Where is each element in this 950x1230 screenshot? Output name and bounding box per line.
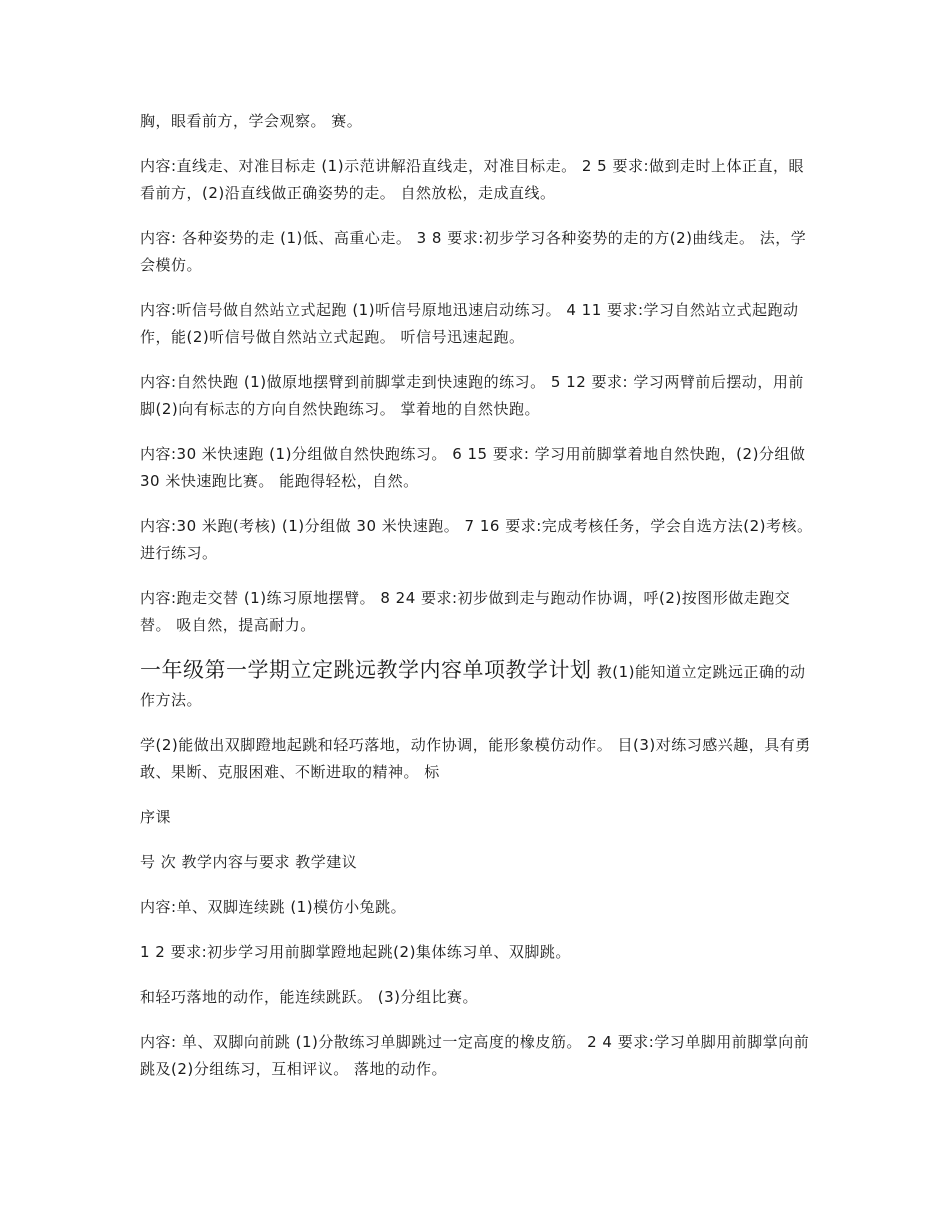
section-heading-continuation: 教(1)能知道立定跳远正确的动作方法。 xyxy=(140,663,806,709)
paragraph: 内容: 单、双脚向前跳 (1)分散练习单脚跳过一定高度的橡皮筋。 2 4 要求:学习单脚用前脚掌向前跳及(2)分组练习，互相评议。 落地的动作。 xyxy=(140,1033,810,1078)
paragraph: 内容:自然快跑 (1)做原地摆臂到前脚掌走到快速跑的练习。 5 12 要求: 学习两臂前后摆动，用前脚(2)向有标志的方向自然快跑练习。 掌着地的自然快跑。 xyxy=(140,373,804,418)
paragraph: 内容:30 米跑(考核) (1)分组做 30 米快速跑。 7 16 要求:完成考核任务，学会自选方法(2)考核。 进行练习。 xyxy=(140,517,813,562)
paragraph: 内容:30 米快速跑 (1)分组做自然快跑练习。 6 15 要求: 学习用前脚掌着地自然快跑，(2)分组做 30 米快速跑比赛。 能跑得轻松，自然。 xyxy=(140,445,806,490)
section-heading-line xyxy=(140,657,815,714)
paragraph: 胸，眼看前方，学会观察。 赛。 xyxy=(140,112,363,130)
paragraph: 序课 xyxy=(140,808,172,826)
paragraph: 内容:跑走交替 (1)练习原地摆臂。 8 24 要求:初步做到走与跑动作协调，呼(2)按图形做走跑交替。 吸自然，提高耐力。 xyxy=(140,589,791,634)
paragraph: 内容:听信号做自然站立式起跑 (1)听信号原地迅速启动练习。 4 11 要求:学习自然站立式起跑动作，能(2)听信号做自然站立式起跑。 听信号迅速起跑。 xyxy=(140,301,799,346)
paragraph: 内容:直线走、对准目标走 (1)示范讲解沿直线走，对准目标走。 2 5 要求:做到走时上体正直，眼看前方，(2)沿直线做正确姿势的走。 自然放松，走成直线。 xyxy=(140,157,805,202)
paragraph: 号 次 教学内容与要求 教学建议 xyxy=(140,853,358,871)
paragraph: 1 2 要求:初步学习用前脚掌蹬地起跳(2)集体练习单、双脚跳。 xyxy=(140,943,571,961)
document-page xyxy=(140,108,815,1101)
paragraph: 内容:单、双脚连续跳 (1)模仿小兔跳。 xyxy=(140,898,407,916)
section-heading: 一年级第一学期立定跳远教学内容单项教学计划 xyxy=(140,658,592,682)
paragraph: 学(2)能做出双脚蹬地起跳和轻巧落地，动作协调，能形象模仿动作。 目(3)对练习感兴趣，具有勇敢、果断、克服困难、不断进取的精神。 标 xyxy=(140,736,811,781)
paragraph: 和轻巧落地的动作，能连续跳跃。 (3)分组比赛。 xyxy=(140,988,479,1006)
paragraph: 内容: 各种姿势的走 (1)低、高重心走。 3 8 要求:初步学习各种姿势的走的方(2)曲线走。 法，学会模仿。 xyxy=(140,229,807,274)
